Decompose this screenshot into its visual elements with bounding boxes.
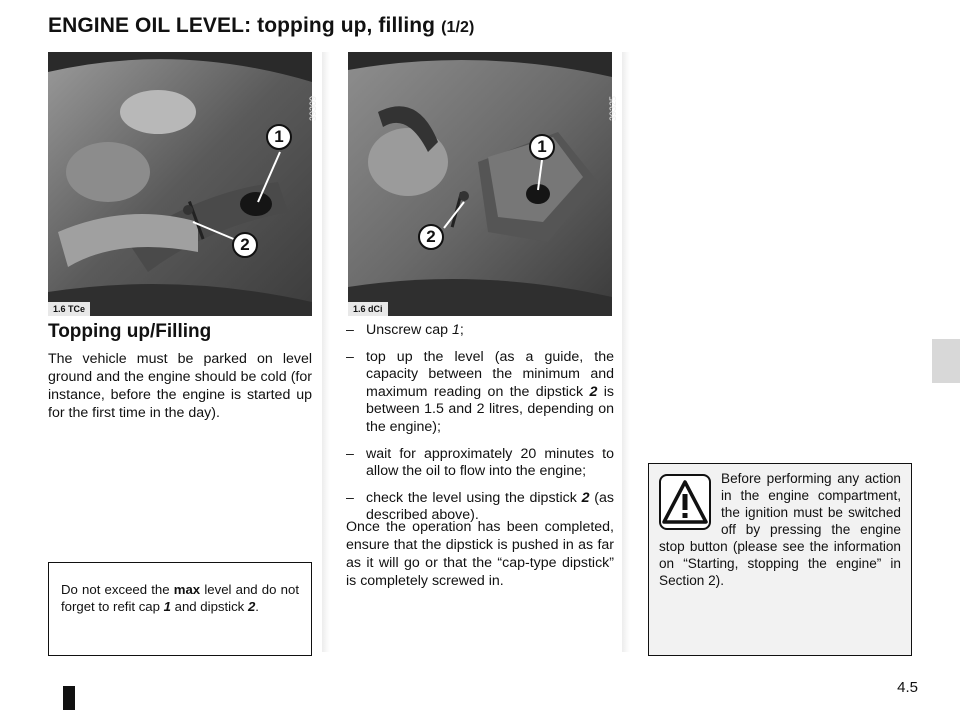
steps-list (346, 322, 614, 534)
list-item: – check the level using the dipstick 2 (as described above). (346, 489, 615, 524)
section-tab (932, 339, 960, 383)
engine-photo-tce-illustration (48, 52, 312, 316)
callout-cap: 1 (266, 124, 292, 150)
callout-dipstick: 2 (232, 232, 258, 258)
list-item: – Unscrew cap 1; (346, 322, 464, 338)
image-code: 39325 (608, 96, 618, 122)
list-item: – top up the level (as a guide, the capacity between the minimum and maximum reading on the dipstick 2 is between 1.5 and 2 litres, depending on the engine); (346, 348, 614, 435)
image-code: 39309 (308, 96, 318, 122)
completion-paragraph: Once the operation has been completed, ensure that the dipstick is pushed in as far as it will go or that the “cap-type dipstick” is completely screwed in. (346, 519, 614, 589)
image-caption: 1.6 dCi (348, 302, 388, 316)
note-box: Do not exceed the max level and do not forget to refit cap 1 and dipstick 2. (48, 562, 312, 656)
section-heading: Topping up/Filling (48, 321, 212, 342)
warning-text: Before performing any action in the engine compartment, the ignition must be switched off by pressing the engine stop button (please see the information on “Starting, stopping the engine” in Section 2). (659, 471, 901, 588)
title-part: (1/2) (441, 19, 475, 36)
engine-photo-dci-illustration (348, 52, 612, 316)
corner-mark (63, 686, 75, 710)
column-divider (622, 52, 630, 652)
image-caption: 1.6 TCe (48, 302, 90, 316)
intro-paragraph: The vehicle must be parked on level ground and the engine should be cold (for instance, before the engine is started up for the first time in the day). (48, 351, 312, 421)
callout-dipstick: 2 (418, 224, 444, 250)
list-item: – wait for approximately 20 minutes to allow the oil to flow into the engine; (346, 445, 614, 480)
callout-cap: 1 (529, 134, 555, 160)
engine-photo-dci (348, 52, 618, 316)
engine-photo-tce (48, 52, 318, 316)
warning-box (648, 463, 912, 656)
page-number: 4.5 (897, 679, 918, 696)
title-main: ENGINE OIL LEVEL: topping up, filling (48, 14, 436, 37)
column-divider (322, 52, 330, 652)
page-title (48, 14, 474, 38)
warning-triangle-icon (659, 474, 711, 530)
